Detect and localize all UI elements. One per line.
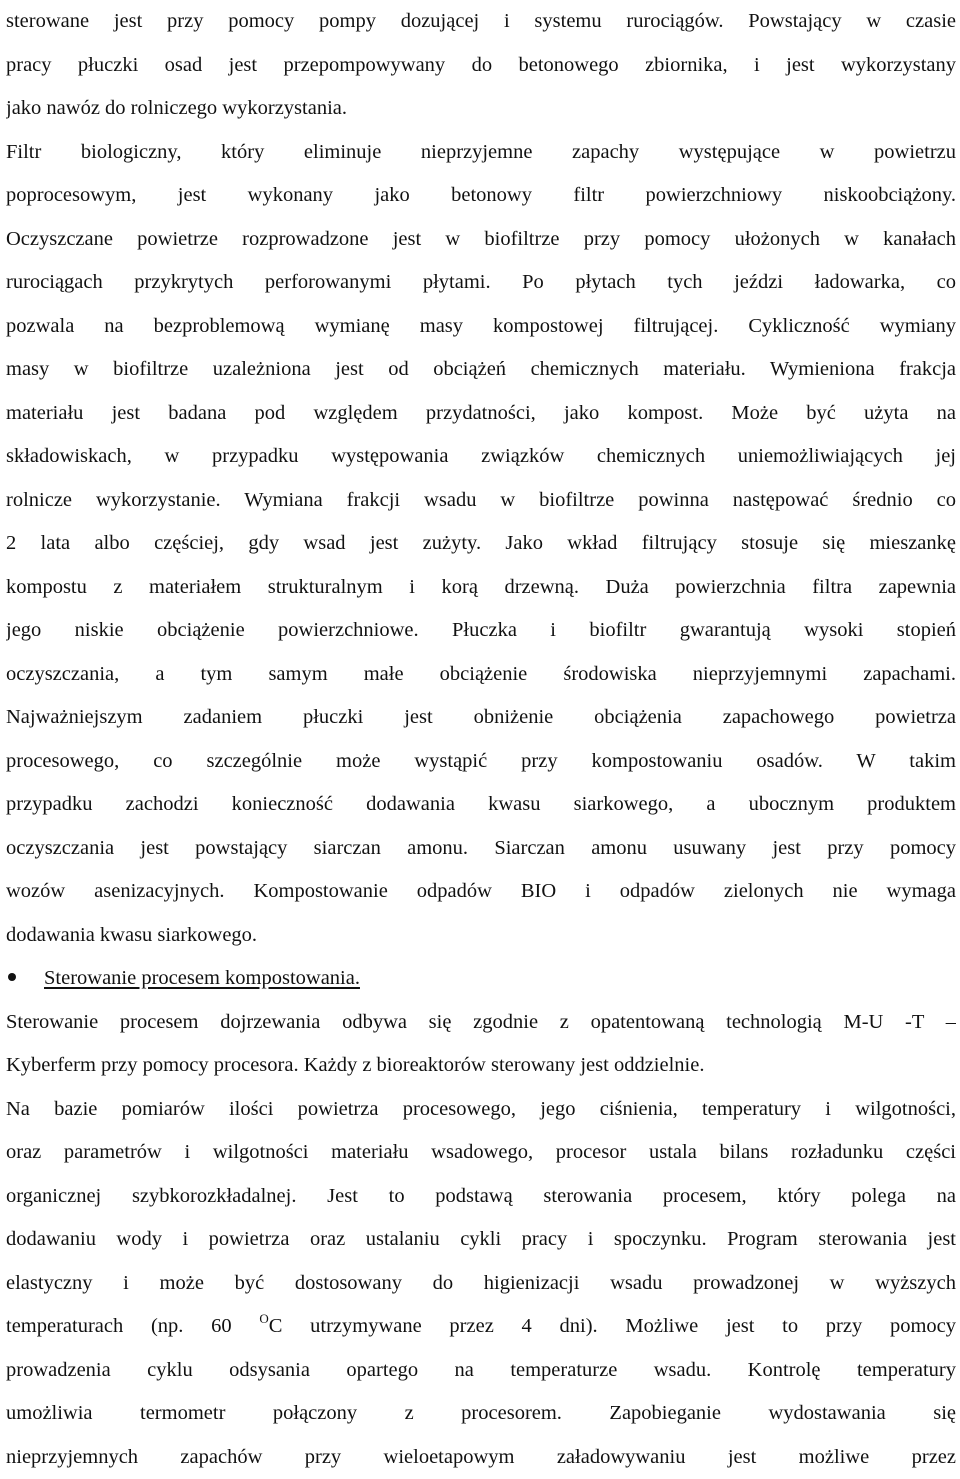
text-line: jako nawóz do rolniczego wykorzystania. xyxy=(6,87,956,131)
text-line: Sterowanie procesem dojrzewania odbywa się zgodnie z opatentowaną technologią M-U -T – xyxy=(6,1001,956,1045)
text-line: oczyszczania, a tym samym małe obciążenie środowiska nieprzyjemnymi zapachami. xyxy=(6,653,956,697)
paragraph-process-control xyxy=(6,1001,956,1479)
text-line: umożliwia termometr połączony z procesorem. Zapobieganie wydostawania się xyxy=(6,1392,956,1436)
text-line: Kyberferm przy pomocy procesora. Każdy z bioreaktorów sterowany jest oddzielnie. xyxy=(6,1044,956,1088)
text-line: oczyszczania jest powstający siarczan amonu. Siarczan amonu usuwany jest przy pomocy xyxy=(6,827,956,871)
text-line: procesowego, co szczególnie może wystąpić przy kompostowaniu osadów. W takim xyxy=(6,740,956,784)
text-line: rolnicze wykorzystanie. Wymiana frakcji wsadu w biofiltrze powinna następować średnio co xyxy=(6,479,956,523)
text-line: przypadku zachodzi konieczność dodawania kwasu siarkowego, a ubocznym produktem xyxy=(6,783,956,827)
section-heading: Sterowanie procesem kompostowania. xyxy=(44,967,360,989)
text-line: nieprzyjemnych zapachów przy wieloetapowym załadowywaniu jest możliwe przez xyxy=(6,1436,956,1479)
text-line: prowadzenia cyklu odsysania opartego na temperaturze wsadu. Kontrolę temperatury xyxy=(6,1349,956,1393)
text-line: organicznej szybkorozkładalnej. Jest to podstawą sterowania procesem, który polega na xyxy=(6,1175,956,1219)
text-line: składowiskach, w przypadku występowania związków chemicznych uniemożliwiających jej xyxy=(6,435,956,479)
text-line: materiału jest badana pod względem przydatności, jako kompost. Może być użyta na xyxy=(6,392,956,436)
text-line: poprocesowym, jest wykonany jako betonowy filtr powierzchniowy niskoobciążony. xyxy=(6,174,956,218)
text-line: wozów asenizacyjnych. Kompostowanie odpadów BIO i odpadów zielonych nie wymaga xyxy=(6,870,956,914)
bullet-icon xyxy=(8,973,16,981)
text-line: pracy płuczki osad jest przepompowywany do betonowego zbiornika, i jest wykorzystany xyxy=(6,44,956,88)
text-line: pozwala na bezproblemową wymianę masy kompostowej filtrującej. Cykliczność wymiany xyxy=(6,305,956,349)
text-line: Oczyszczane powietrze rozprowadzone jest w biofiltrze przy pomocy ułożonych w kanałach xyxy=(6,218,956,262)
text-line: Na bazie pomiarów ilości powietrza procesowego, jego ciśnienia, temperatury i wilgotności, xyxy=(6,1088,956,1132)
temp-text-before: temperaturach (np. 60 xyxy=(6,1315,259,1337)
bullet-heading xyxy=(6,957,956,1001)
text-line: Najważniejszym zadaniem płuczki jest obniżenie obciążenia zapachowego powietrza xyxy=(6,696,956,740)
text-line: Filtr biologiczny, który eliminuje nieprzyjemne zapachy występujące w powietrzu xyxy=(6,131,956,175)
paragraph-scrubber-sludge xyxy=(6,0,956,957)
text-line: oraz parametrów i wilgotności materiału wsadowego, procesor ustala bilans rozładunku części xyxy=(6,1131,956,1175)
text-line: 2 lata albo częściej, gdy wsad jest zużyty. Jako wkład filtrujący stosuje się mieszankę xyxy=(6,522,956,566)
temp-text-after: C utrzymywane przez 4 dni). Możliwe jest to przy pomocy xyxy=(269,1315,956,1337)
text-line: rurociągach przykrytych perforowanymi płytami. Po płytach tych jeździ ładowarka, co xyxy=(6,261,956,305)
text-line: sterowane jest przy pomocy pompy dozującej i systemu rurociągów. Powstający w czasie xyxy=(6,0,956,44)
document-page xyxy=(6,0,956,1479)
text-line: kompostu z materiałem strukturalnym i korą drzewną. Duża powierzchnia filtra zapewnia xyxy=(6,566,956,610)
text-line: dodawaniu wody i powietrza oraz ustalaniu cykli pracy i spoczynku. Program sterowania jest xyxy=(6,1218,956,1262)
text-line: jego niskie obciążenie powierzchniowe. Płuczka i biofiltr gwarantują wysoki stopień xyxy=(6,609,956,653)
text-line: masy w biofiltrze uzależniona jest od obciążeń chemicznych materiału. Wymieniona frakcja xyxy=(6,348,956,392)
text-line: dodawania kwasu siarkowego. xyxy=(6,914,956,958)
text-line-temperature xyxy=(6,1305,956,1349)
text-line: elastyczny i może być dostosowany do higienizacji wsadu prowadzonej w wyższych xyxy=(6,1262,956,1306)
degree-superscript: O xyxy=(259,1311,268,1326)
